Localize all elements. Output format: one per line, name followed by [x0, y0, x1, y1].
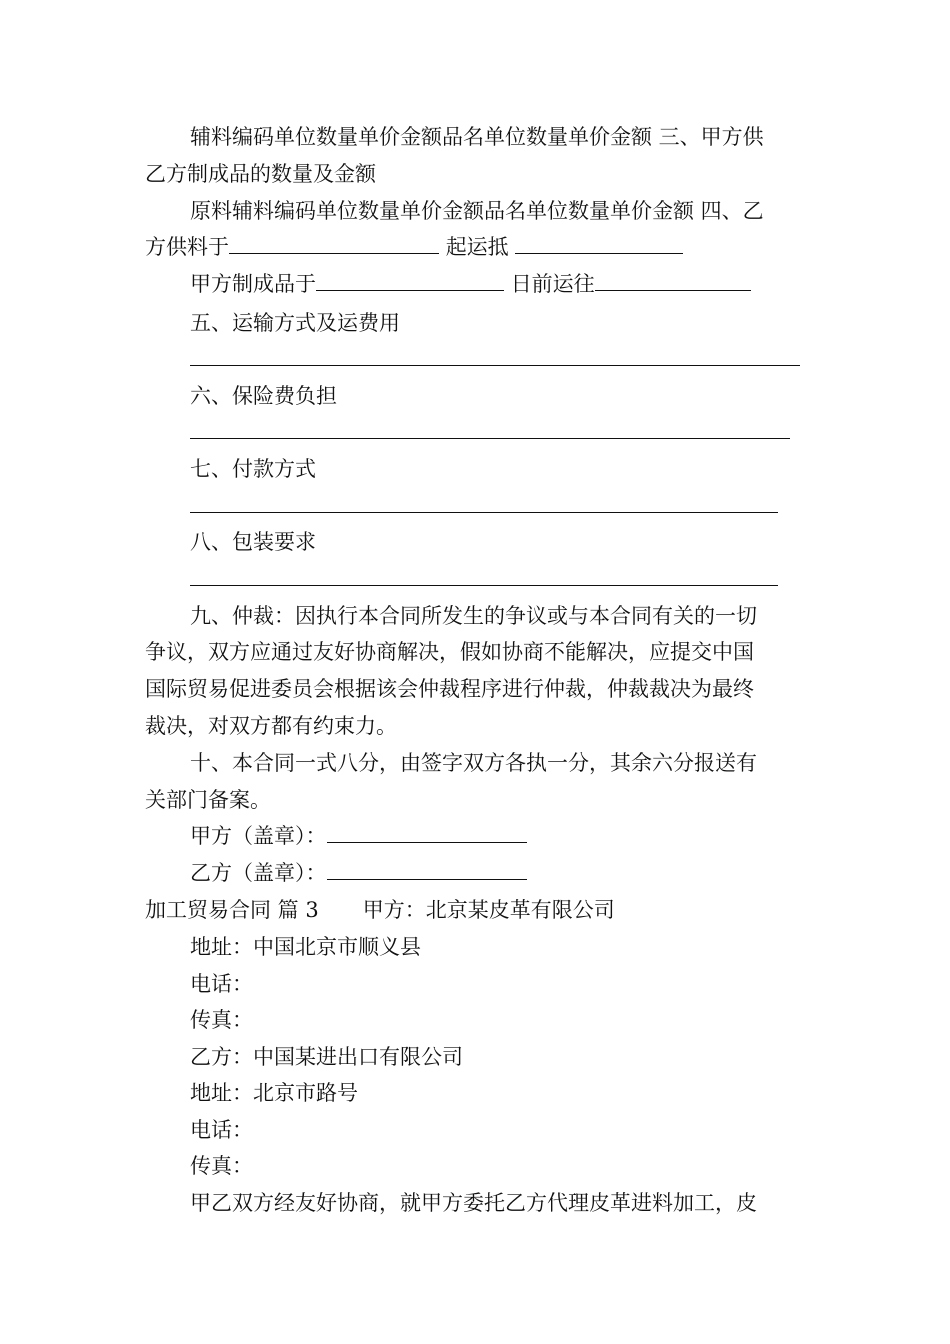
text-fragment: 日前运往 [510, 272, 595, 296]
fill-in-rule [190, 365, 800, 366]
text-fragment: 起运抵 [445, 235, 509, 259]
text-line: 电话： [190, 972, 253, 996]
text-fragment: 乙方（盖章）： [190, 861, 327, 885]
fill-in-blank [515, 233, 683, 254]
signature-line-party-a [190, 821, 527, 851]
text-fragment: 甲方制成品于 [190, 272, 316, 296]
section-heading: 七、付款方式 [190, 457, 316, 481]
text-line: 原料辅料编码单位数量单价金额品名单位数量单价金额 四、乙 [190, 199, 764, 223]
text-line: 十、本合同一式八分，由签字双方各执一分，其余六分报送有 [190, 751, 757, 775]
text-line: 传真： [190, 1008, 253, 1032]
fill-in-blank [327, 859, 527, 880]
text-fragment: 方供料于 [145, 235, 229, 259]
fill-in-blank [229, 233, 439, 254]
section-heading: 八、包装要求 [190, 530, 316, 554]
supply-line [145, 232, 683, 262]
text-line: 电话： [190, 1118, 253, 1142]
text-line: 乙方：中国某进出口有限公司 [190, 1045, 463, 1069]
text-line: 甲乙双方经友好协商，就甲方委托乙方代理皮革进料加工，皮 [190, 1191, 757, 1215]
text-line: 裁决，对双方都有约束力。 [145, 714, 397, 738]
text-line: 传真： [190, 1154, 253, 1178]
fill-in-blank [595, 270, 751, 291]
contract-title-line [145, 895, 615, 925]
fill-in-blank [316, 270, 504, 291]
text-line: 地址：北京市路号 [190, 1081, 358, 1105]
section-heading: 六、保险费负担 [190, 384, 337, 408]
party-a-name: 甲方：北京某皮革有限公司 [362, 898, 615, 922]
fill-in-blank [327, 822, 527, 843]
text-line: 乙方制成品的数量及金额 [145, 162, 376, 186]
contract-title: 加工贸易合同 篇 3 [145, 898, 319, 922]
text-line: 地址：中国北京市顺义县 [190, 935, 421, 959]
fill-in-rule [190, 438, 790, 439]
signature-line-party-b [190, 858, 527, 888]
text-line: 争议，双方应通过友好协商解决，假如协商不能解决，应提交中国 [145, 640, 754, 664]
text-line: 辅料编码单位数量单价金额品名单位数量单价金额 三、甲方供 [190, 125, 764, 149]
delivery-line [190, 269, 751, 299]
section-heading: 五、运输方式及运费用 [190, 311, 400, 335]
fill-in-rule [190, 512, 778, 513]
text-fragment: 甲方（盖章）： [190, 824, 327, 848]
fill-in-rule [190, 585, 778, 586]
text-line: 国际贸易促进委员会根据该会仲裁程序进行仲裁，仲裁裁决为最终 [145, 677, 754, 701]
text-line: 九、仲裁：因执行本合同所发生的争议或与本合同有关的一切 [190, 604, 757, 628]
text-line: 关部门备案。 [145, 788, 271, 812]
